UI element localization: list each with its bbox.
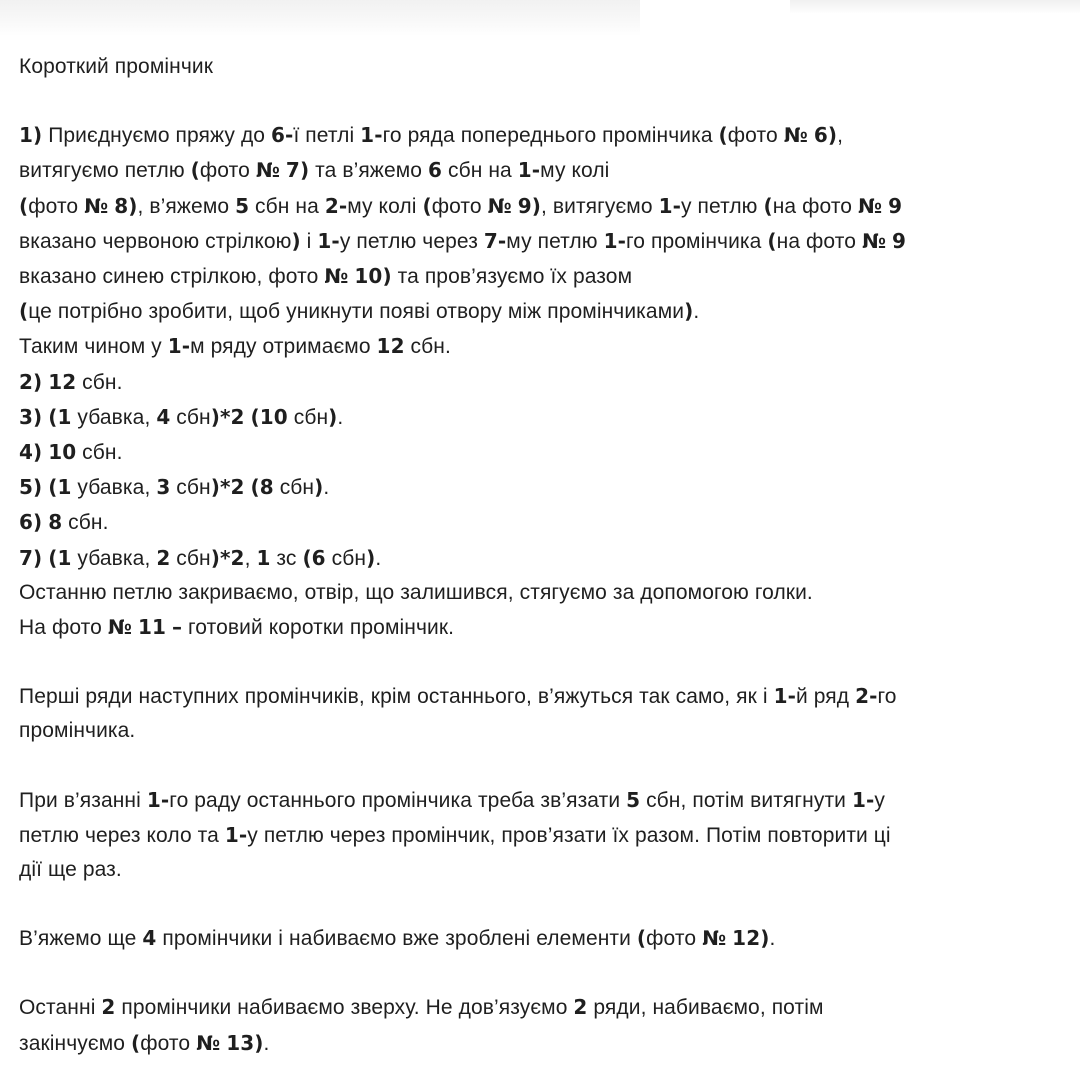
closing-instruction: Останню петлю закриваємо, отвір, що залишився, стягуємо за допомогою голки.	[19, 580, 813, 604]
spacer	[19, 84, 1069, 118]
step-4: 4) 10 сбн.	[19, 440, 123, 465]
paragraph-last-ray: При в’язанні 1-го раду останнього промінчика треба зв’язати 5 сбн, потім витягнути 1-у петлю через коло та 1-у петлю через промінчик, пров’язати їх разом. Потім повторити ці дії ще раз.	[19, 787, 891, 882]
step-7: 7) (1 убавка, 2 сбн)*2, 1 зс (6 сбн).	[19, 545, 382, 570]
spacer	[19, 956, 1069, 990]
step-1: 1) Приєднуємо пряжу до 6-ї петлі 1-го ряда попереднього промінчика (фото № 6), витягуємо петлю (фото № 7) та в’яжемо 6 сбн на 1-му колі (фото № 8), в’яжемо 5 сбн на 2-му колі (фото № 9), витягуємо 1-у петлю (на фото № 9 вказано червоною стрілкою) і 1-у петлю через 7-му петлю 1-го промінчика (на фото № 9 вказано синею стрілкою, фото № 10) та пров’язуємо їх разом (це потрібно зробити, щоб уникнути появі отвору між промінчиками). Таким чином у 1-м ряду отримаємо 12 сбн.	[19, 123, 907, 359]
spacer	[19, 887, 1069, 921]
photo-reference: На фото № 11 – готовий коротки промінчик.	[19, 615, 455, 640]
paragraph-first-rows: Перші ряди наступних промінчиків, крім останнього, в’яжуться так само, як і 1-й ряд 2-го промінчика.	[19, 684, 897, 743]
step-6: 6) 8 сбн.	[19, 510, 109, 535]
document-body	[19, 50, 1069, 1061]
top-fade-right	[790, 0, 1080, 14]
paragraph-finish: Останні 2 промінчики набиваємо зверху. Не дов’язуємо 2 ряди, набиваємо, потім закінчуємо (фото № 13).	[19, 995, 824, 1055]
spacer	[19, 645, 1069, 679]
top-fade-left	[0, 0, 640, 36]
step-2: 2) 12 сбн.	[19, 369, 123, 394]
spacer	[19, 749, 1069, 783]
step-5: 5) (1 убавка, 3 сбн)*2 (8 сбн).	[19, 475, 330, 500]
paragraph-stuffing: В’яжемо ще 4 промінчики і набиваємо вже зроблені елементи (фото № 12).	[19, 926, 776, 951]
document-title: Короткий промінчик	[19, 55, 213, 78]
step-3: 3) (1 убавка, 4 сбн)*2 (10 сбн).	[19, 404, 344, 429]
